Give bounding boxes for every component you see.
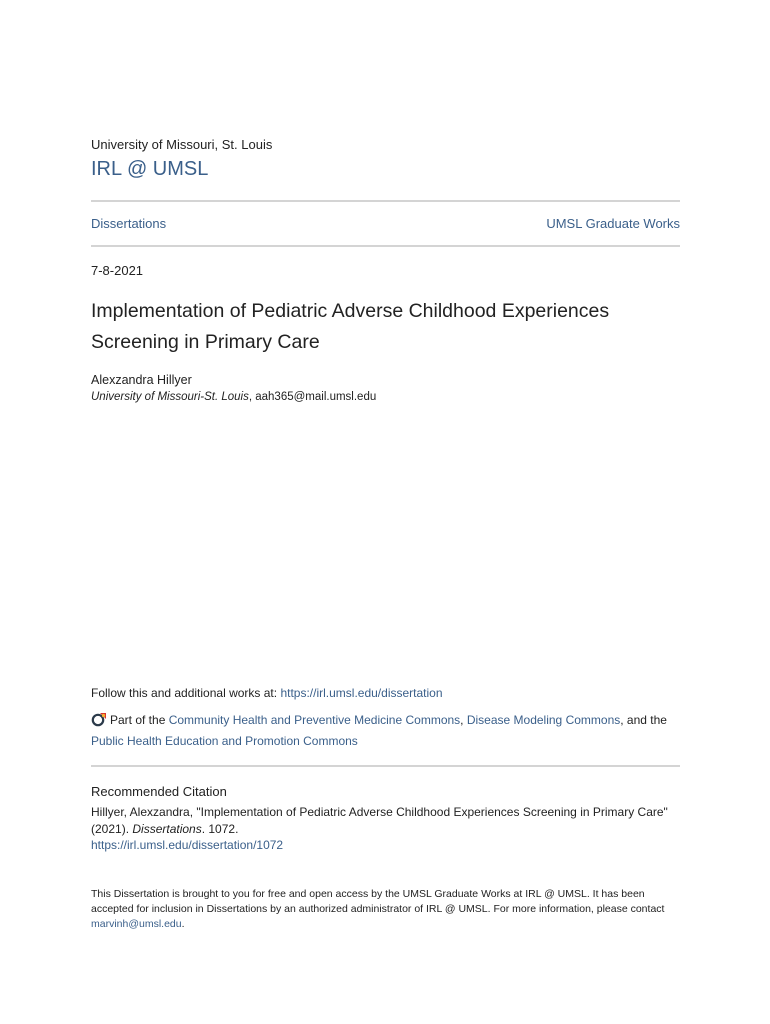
publication-date: 7-8-2021 [91,263,144,278]
author-email: , aah365@mail.umsl.edu [248,391,377,403]
citation-body [91,804,680,854]
access-notice [91,887,680,932]
citation-heading: Recommended Citation [91,784,227,799]
dissertation-collection-link[interactable]: https://irl.umsl.edu/dissertation [280,686,443,700]
divider-top [91,200,680,202]
author-affiliation [91,391,376,403]
citation-series: Dissertations [132,821,202,836]
bepress-network-icon [91,711,107,727]
dissertations-link[interactable]: Dissertations [91,216,167,231]
citation-number: . 1072. [201,821,239,836]
follow-prefix: Follow this and additional works at: [91,686,281,700]
institution-name: University of Missouri, St. Louis [91,137,273,152]
article-title: Implementation of Pediatric Adverse Childhood Experiences Screening in Primary Care [91,300,610,353]
part-of-prefix: Part of the [110,713,169,727]
part-of-separator-1: , [460,713,467,727]
repository-link[interactable]: IRL @ UMSL [91,158,209,180]
public-health-education-commons-link[interactable]: Public Health Education and Promotion Commons [91,734,358,748]
affiliation-name: University of Missouri-St. Louis [91,391,249,403]
citation-text: Hillyer, Alexzandra, "Implementation of Pediatric Adverse Childhood Experiences Screening in Primary Care" (2021). [91,805,668,836]
author-name: Alexzandra Hillyer [91,373,192,387]
contact-email-link[interactable]: marvinh@umsl.edu [91,918,182,930]
part-of-separator-2: , and the [620,713,667,727]
community-health-commons-link[interactable]: Community Health and Preventive Medicine Commons [168,713,461,727]
divider-nav [91,245,680,247]
disease-modeling-commons-link[interactable]: Disease Modeling Commons [466,713,621,727]
access-notice-text: This Dissertation is brought to you for free and open access by the UMSL Graduate Works at IRL @ UMSL. It has been accepted for inclusion in Dissertations by an authorized administrator of IRL @ UMSL. For more information, please contact [91,888,665,915]
citation-url-link[interactable]: https://irl.umsl.edu/dissertation/1072 [91,838,284,852]
access-notice-end: . [181,918,185,930]
follow-line [91,686,443,700]
cover-page [91,0,680,1024]
divider-citation [91,765,680,767]
part-of-line [91,710,680,752]
graduate-works-link[interactable]: UMSL Graduate Works [546,216,680,231]
